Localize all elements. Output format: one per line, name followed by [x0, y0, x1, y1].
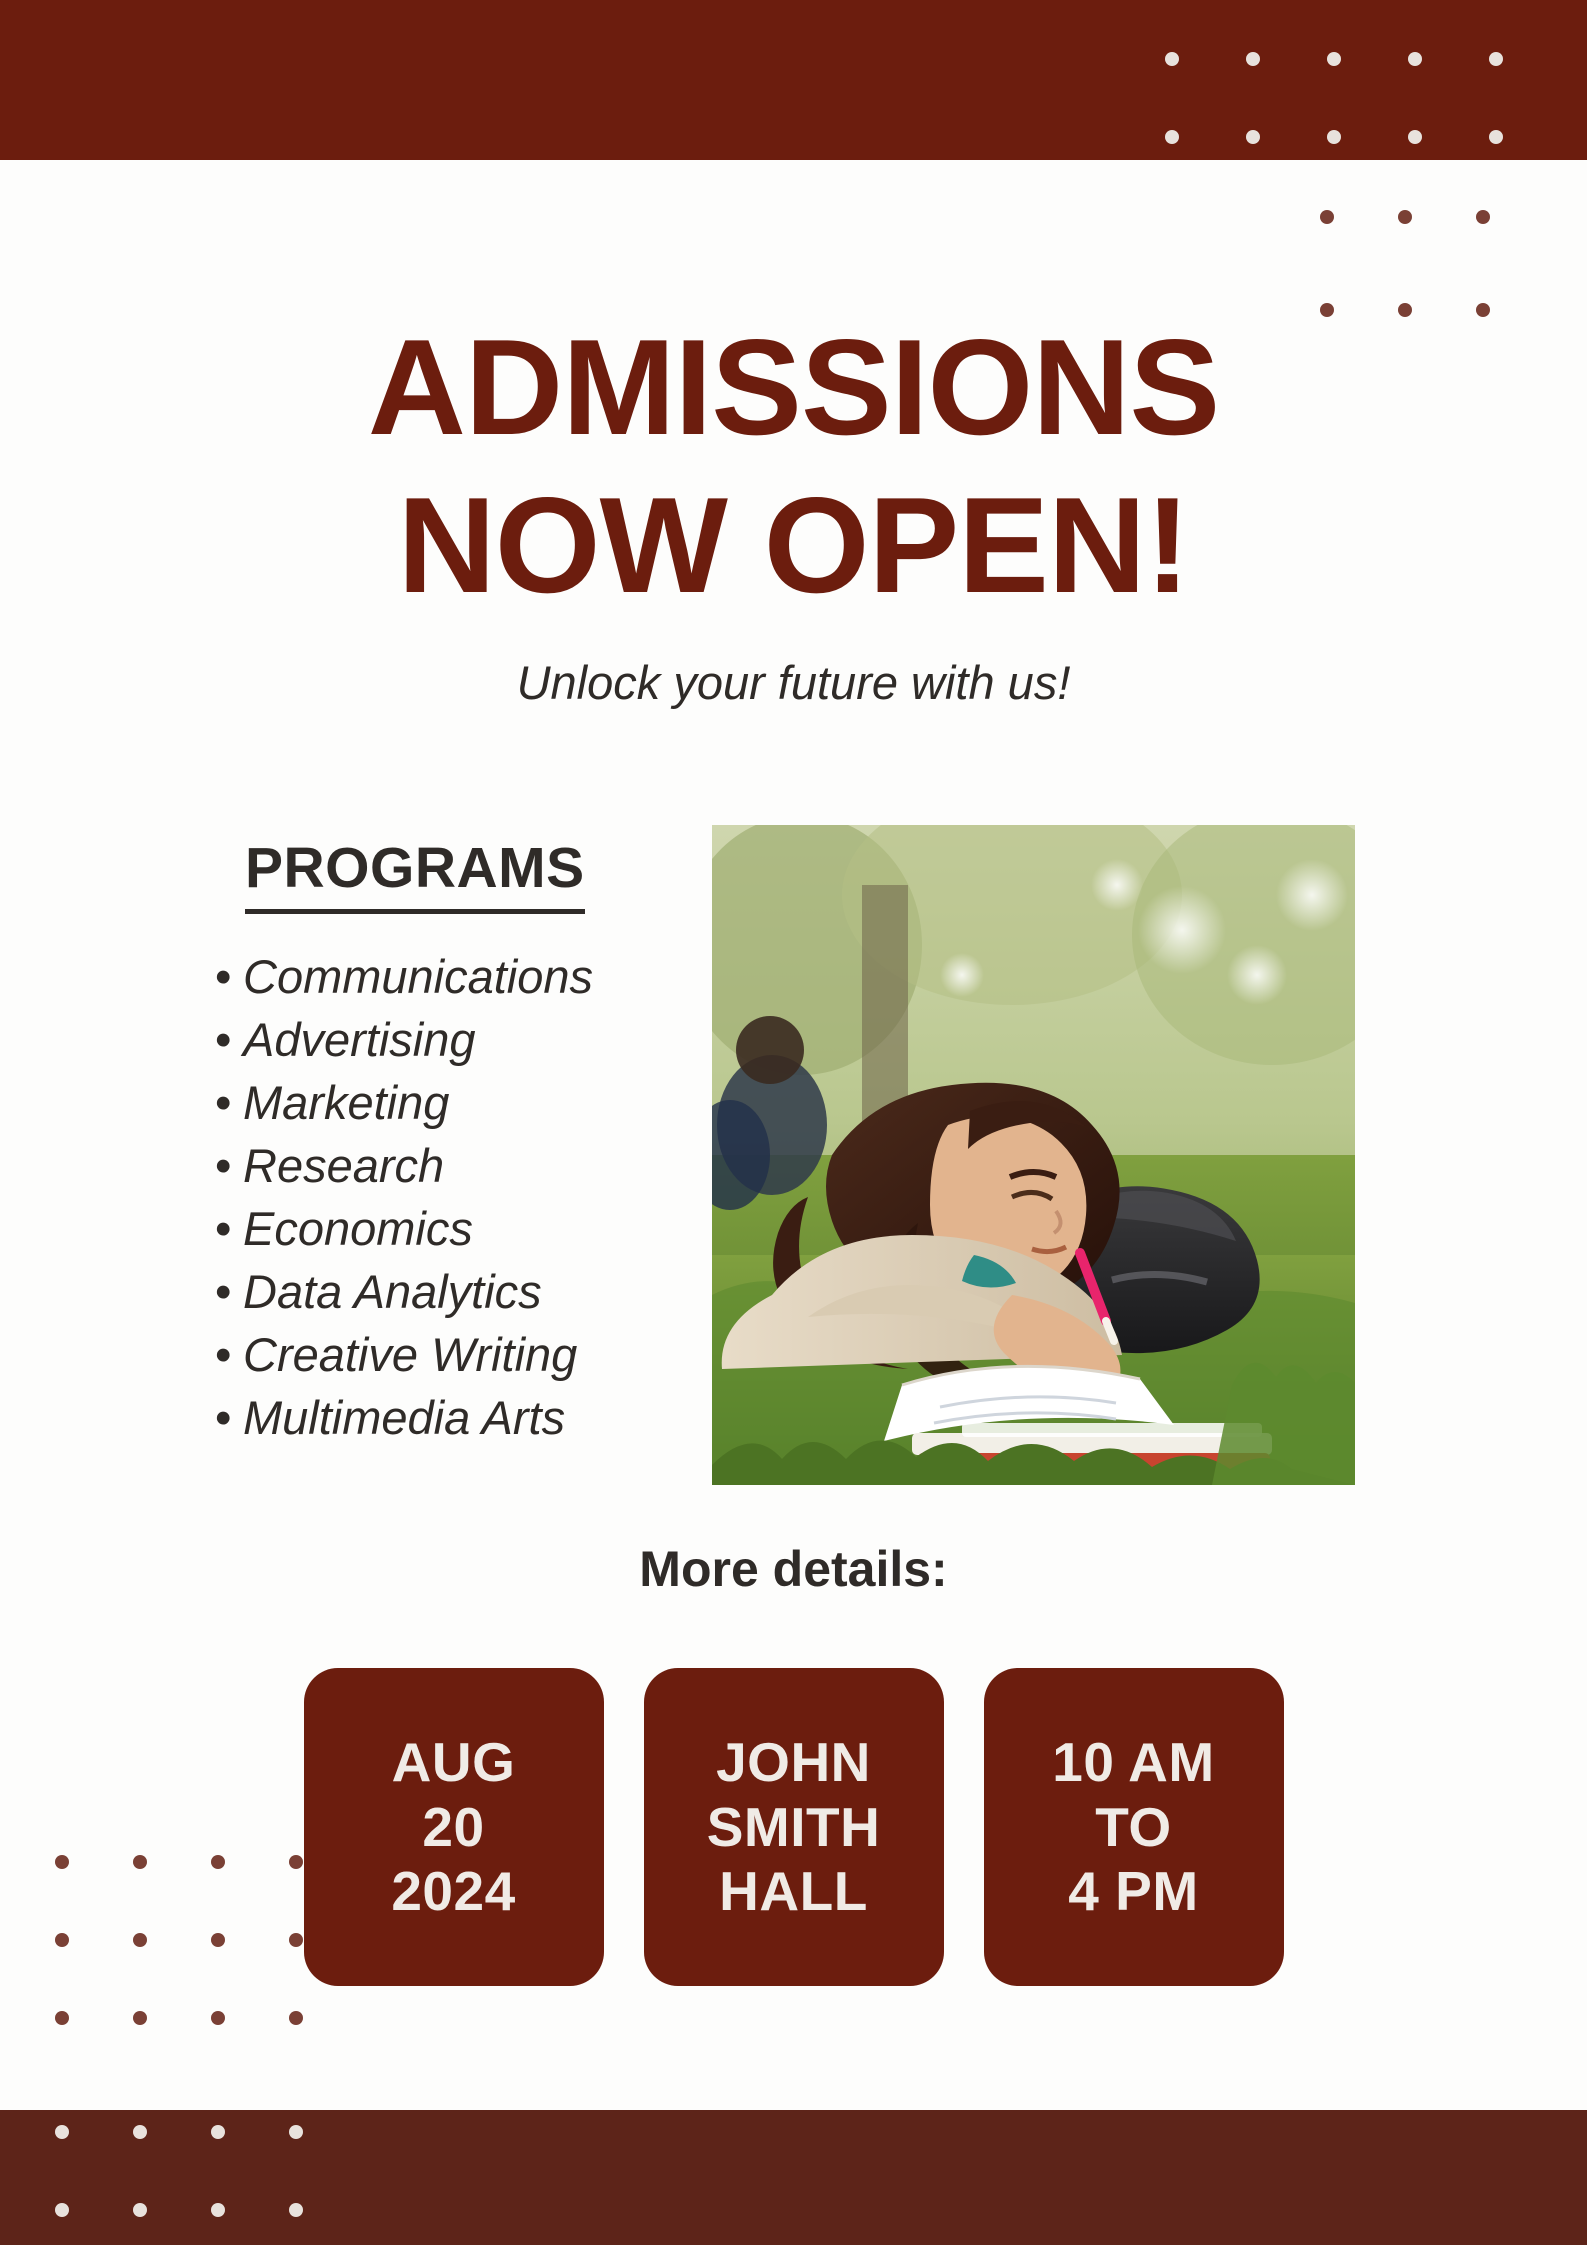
programs-section — [215, 835, 685, 1450]
headline-line-1: ADMISSIONS — [367, 311, 1220, 464]
badge-venue-line-2: SMITH — [706, 1795, 881, 1858]
list-item: • Multimedia Arts — [215, 1387, 685, 1450]
badge-time-line-1: 10 AM — [1052, 1730, 1215, 1793]
list-item: • Research — [215, 1135, 685, 1198]
list-item: • Economics — [215, 1198, 685, 1261]
page-title — [0, 311, 1587, 622]
badge-date-line-1: AUG — [391, 1730, 516, 1793]
status-badge-date — [304, 1668, 604, 1986]
list-item: • Marketing — [215, 1072, 685, 1135]
status-badge-venue — [644, 1668, 944, 1986]
details-badges — [0, 1668, 1587, 1986]
badge-venue-line-1: JOHN — [716, 1730, 871, 1793]
list-item: • Creative Writing — [215, 1324, 685, 1387]
badge-time-line-2: TO — [1095, 1795, 1172, 1858]
badge-venue-line-3: HALL — [719, 1860, 868, 1923]
student-photo — [712, 825, 1355, 1485]
badge-date-line-3: 2024 — [391, 1860, 516, 1923]
list-item: • Data Analytics — [215, 1261, 685, 1324]
programs-list — [215, 946, 685, 1450]
badge-time-line-3: 4 PM — [1068, 1860, 1199, 1923]
subheadline: Unlock your future with us! — [516, 656, 1071, 709]
top-band — [0, 0, 1587, 160]
bottom-band — [0, 2110, 1587, 2245]
list-item: • Communications — [215, 946, 685, 1009]
programs-heading: PROGRAMS — [245, 835, 585, 914]
headline-line-2: NOW OPEN! — [397, 469, 1190, 622]
status-badge-time — [984, 1668, 1284, 1986]
more-details-label: More details: — [639, 1541, 948, 1597]
list-item: • Advertising — [215, 1009, 685, 1072]
badge-date-line-2: 20 — [422, 1795, 485, 1858]
